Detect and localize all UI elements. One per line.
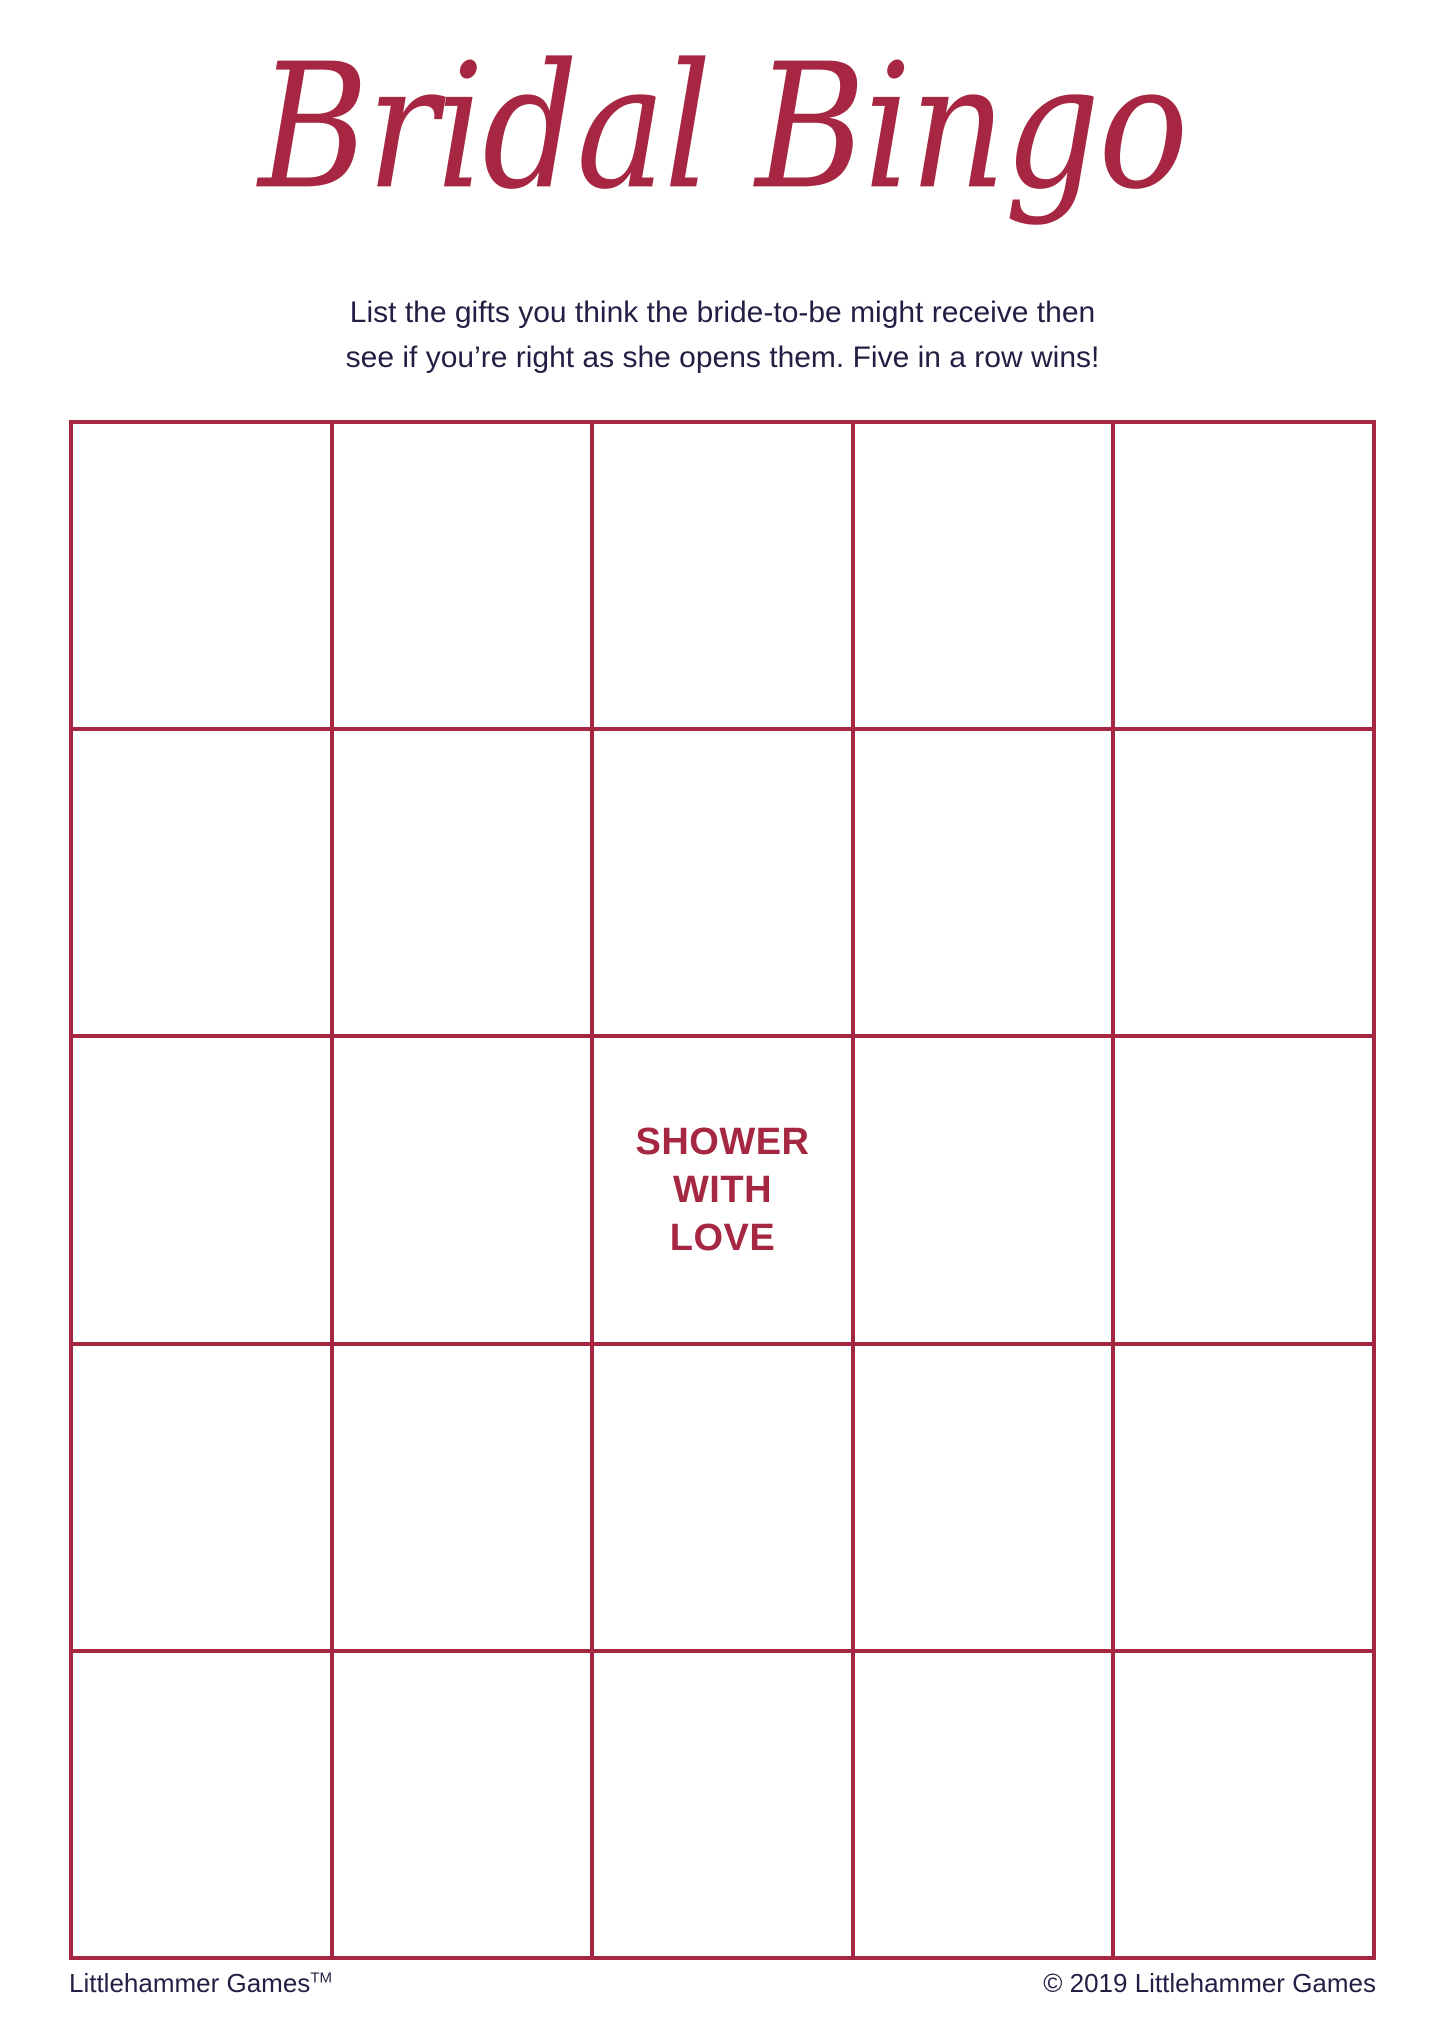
instructions	[0, 290, 1445, 380]
bingo-cell[interactable]	[1115, 1653, 1376, 1960]
bingo-cell[interactable]	[855, 1653, 1116, 1960]
bingo-cell[interactable]	[73, 1653, 334, 1960]
bingo-cell[interactable]	[1115, 424, 1376, 731]
free-space-text	[635, 1118, 809, 1262]
bingo-cell[interactable]	[334, 731, 595, 1038]
bingo-cell[interactable]	[334, 1346, 595, 1653]
bingo-cell[interactable]	[73, 1346, 334, 1653]
bingo-cell[interactable]	[594, 731, 855, 1038]
bingo-free-space	[594, 1038, 855, 1345]
footer-brand-label: Littlehammer Games	[69, 1968, 311, 1998]
bingo-cell[interactable]	[73, 731, 334, 1038]
bingo-cell[interactable]	[334, 424, 595, 731]
bingo-cell[interactable]	[855, 424, 1116, 731]
trademark-symbol: TM	[310, 1969, 332, 1987]
page-title: Bridal Bingo	[258, 27, 1187, 228]
bingo-cell[interactable]	[1115, 731, 1376, 1038]
instructions-line-2: see if you’re right as she opens them. Five in a row wins!	[345, 341, 1100, 374]
free-space-line-1: SHOWER	[635, 1120, 810, 1163]
title-container	[0, 27, 1445, 228]
free-space-line-2: WITH	[672, 1168, 773, 1211]
bingo-cell[interactable]	[594, 1346, 855, 1653]
bingo-cell[interactable]	[1115, 1346, 1376, 1653]
bingo-cell[interactable]	[855, 1038, 1116, 1345]
footer	[69, 1968, 1376, 1999]
footer-brand	[69, 1968, 332, 1999]
bingo-cell[interactable]	[73, 1038, 334, 1345]
bingo-cell[interactable]	[594, 424, 855, 731]
bingo-cell[interactable]	[73, 424, 334, 731]
bingo-cell[interactable]	[334, 1038, 595, 1345]
bingo-cell[interactable]	[855, 731, 1116, 1038]
free-space-line-3: LOVE	[669, 1216, 776, 1259]
instructions-line-1: List the gifts you think the bride-to-be might receive then	[349, 296, 1096, 329]
bingo-grid	[69, 420, 1376, 1960]
footer-copyright: © 2019 Littlehammer Games	[1043, 1968, 1376, 1998]
bingo-cell[interactable]	[594, 1653, 855, 1960]
bingo-cell[interactable]	[855, 1346, 1116, 1653]
bingo-cell[interactable]	[1115, 1038, 1376, 1345]
bingo-cell[interactable]	[334, 1653, 595, 1960]
